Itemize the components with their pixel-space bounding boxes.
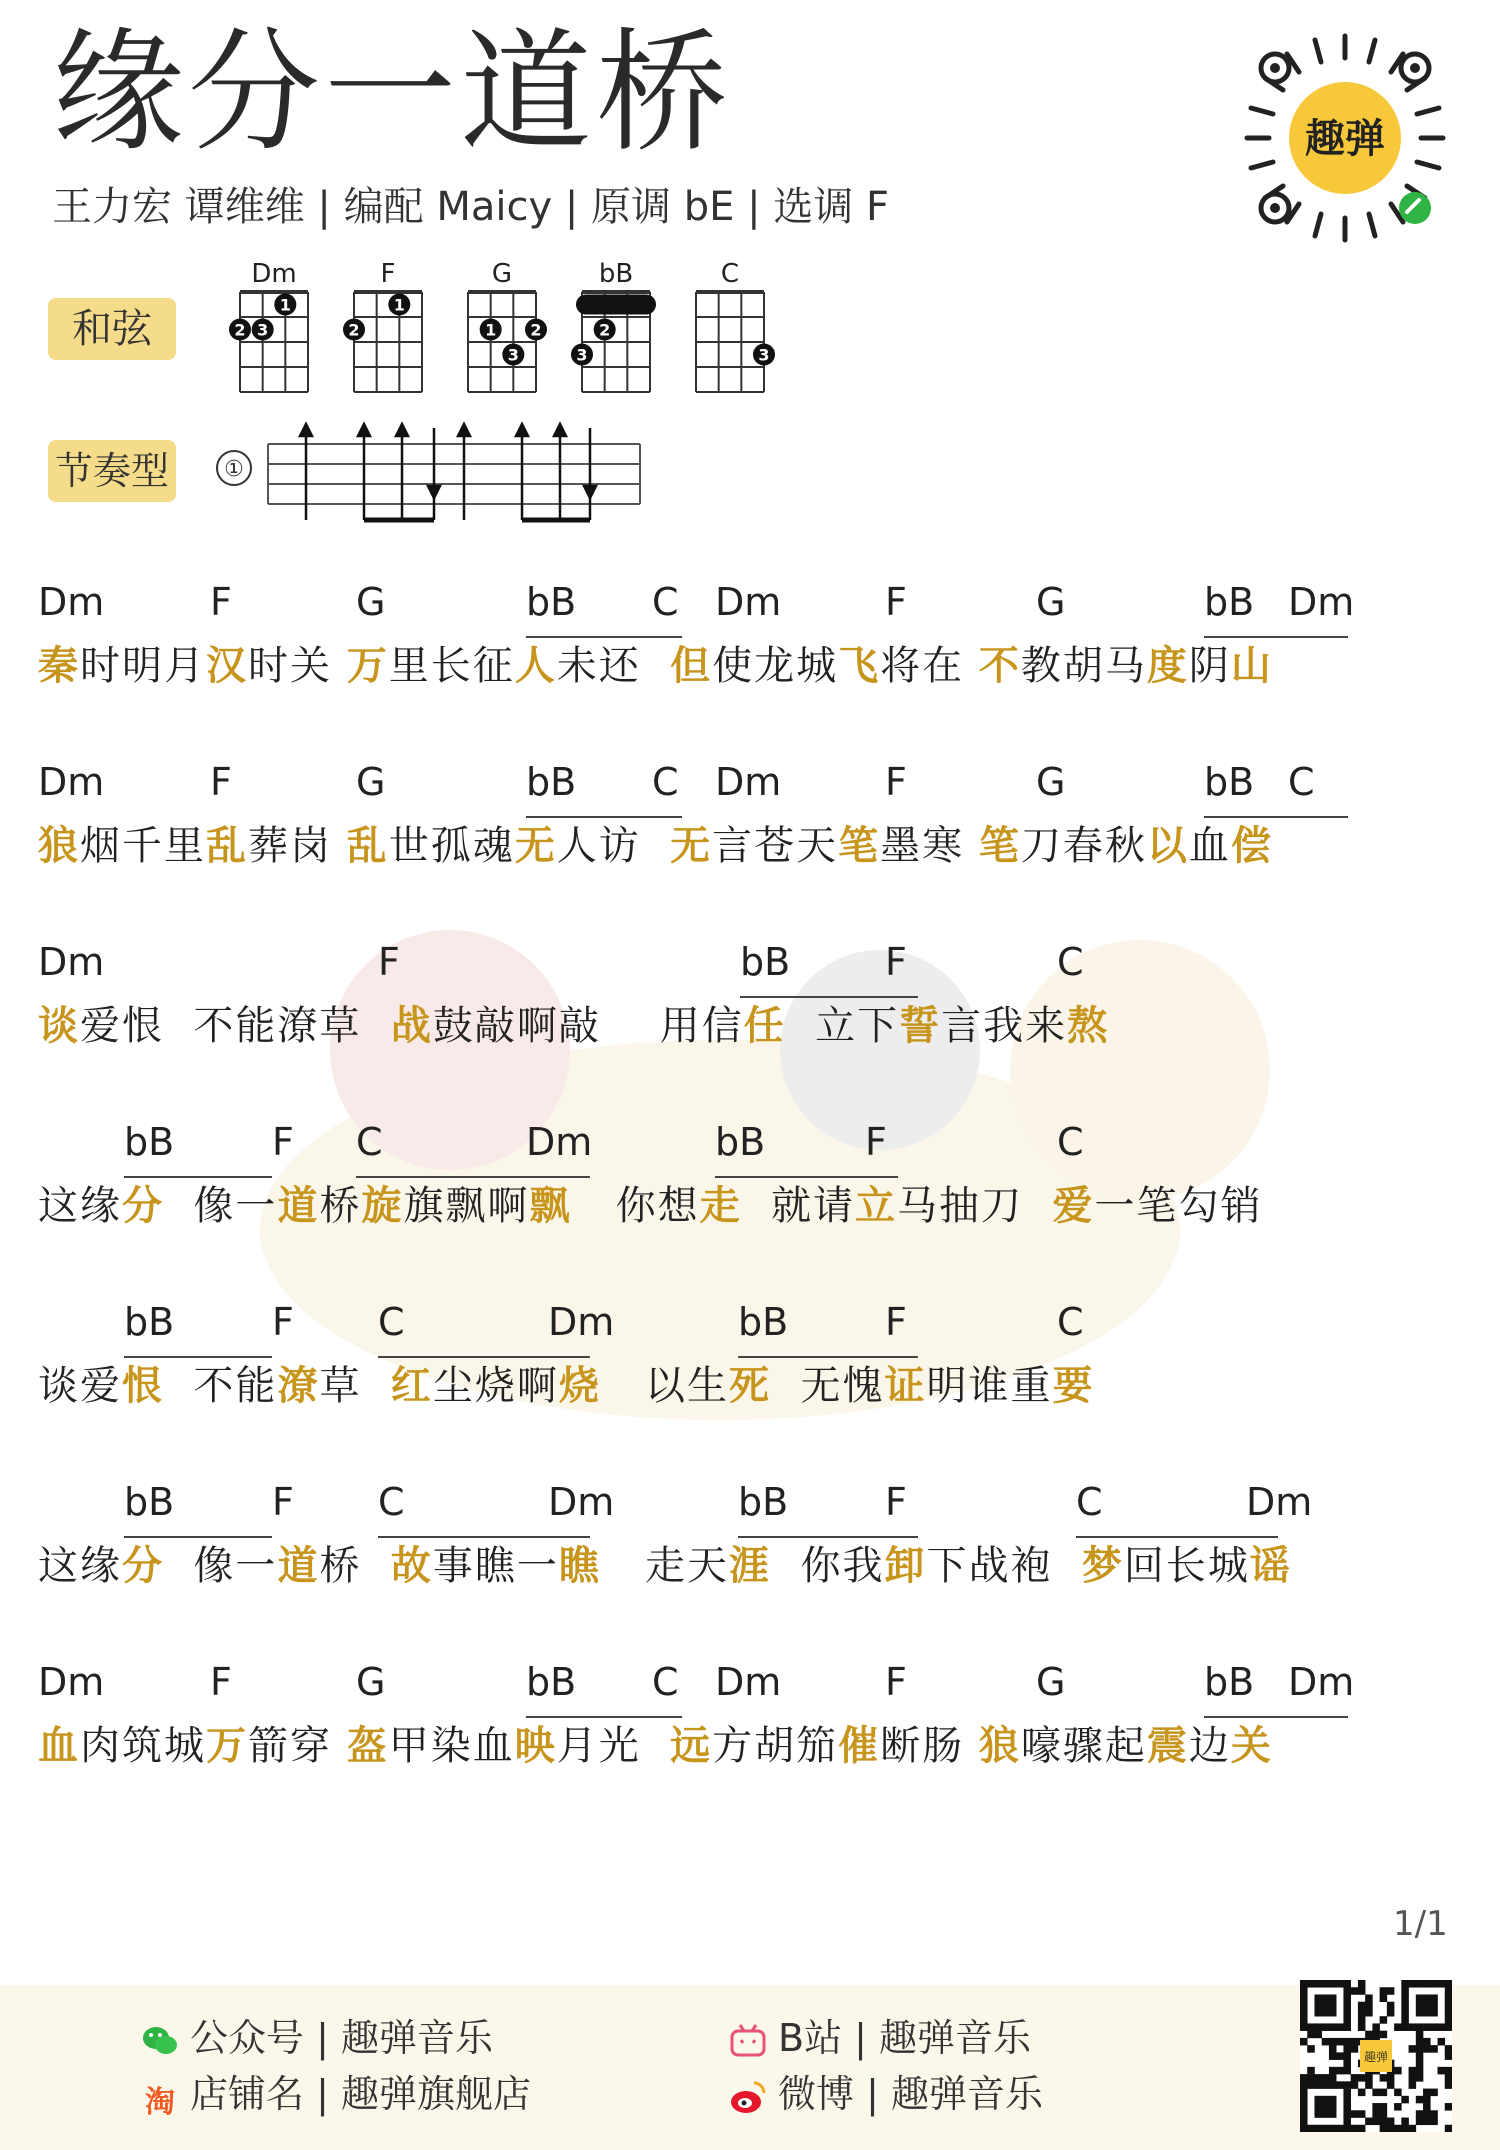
rhythm-number: ①: [224, 457, 244, 482]
footer: [0, 1985, 1500, 2150]
chord-symbol: G: [356, 580, 386, 624]
lyric-segment: 将在: [880, 643, 979, 689]
lyric-accent: 战: [390, 1003, 433, 1049]
lyric-accent: 度: [1146, 643, 1189, 689]
lyric-accent: 关: [1230, 1723, 1273, 1769]
chord-symbol: bB: [124, 1480, 175, 1524]
lyric-segment: 桥: [319, 1543, 391, 1589]
lyric-segment: 时关: [248, 643, 347, 689]
rhythm-arrow: [428, 486, 440, 498]
lyric-segment: 桥: [319, 1183, 362, 1229]
lyric-accent: 不: [978, 643, 1021, 689]
lyric-accent: 万: [206, 1723, 248, 1769]
lyric-accent: 瞧: [558, 1543, 601, 1589]
qr-bottom-text: 趣弹: [1363, 2050, 1389, 2064]
lyric-segment: 边: [1188, 1723, 1231, 1769]
qr-top-text: 趣弹: [1305, 116, 1385, 162]
lyric-text: [38, 640, 1273, 692]
lyric-accent: 道: [277, 1183, 320, 1229]
chord-symbol: F: [885, 940, 907, 984]
lyric-segment: 血: [1188, 823, 1231, 869]
chord-symbol: bB: [1204, 760, 1255, 804]
song-meta: 王力宏 谭维维 | 编配 Maicy | 原调 bE | 选调 F: [52, 184, 890, 230]
lyric-segment: 月光: [556, 1723, 671, 1769]
lyric-segment: 教胡马: [1020, 643, 1147, 689]
chord-symbol: bB: [738, 1300, 789, 1344]
chord-symbol: bB: [526, 580, 577, 624]
lyric-segment: 里长征: [388, 643, 515, 689]
chord-symbol: C: [378, 1300, 405, 1344]
miniprogram-code-icon[interactable]: [1235, 28, 1455, 248]
lyric-accent: 血: [38, 1723, 80, 1769]
lyric-accent: 梦: [1081, 1543, 1124, 1589]
lyric-accent: 乱: [206, 823, 248, 869]
lyric-accent: 任: [743, 1003, 786, 1049]
chord-span-underline: [715, 1176, 898, 1178]
chord-span-underline: [526, 636, 682, 638]
lyric-segment: 方胡笳: [712, 1723, 839, 1769]
lyric-accent: 万: [346, 643, 389, 689]
svg-text:3: 3: [257, 320, 269, 340]
chord-span-underline: [124, 1536, 272, 1538]
lyric-segment: 阴: [1188, 643, 1231, 689]
lyric-line: [0, 1480, 1500, 1610]
chord-diagram-label: Dm: [251, 259, 297, 289]
lyric-segment: 肉筑城: [80, 1723, 206, 1769]
svg-text:2: 2: [348, 320, 360, 340]
lyric-segment: 嚎骤起: [1020, 1723, 1147, 1769]
lyric-accent: 誓: [899, 1003, 942, 1049]
chord-symbol: C: [1057, 940, 1084, 984]
chord-span-underline: [124, 1176, 272, 1178]
lyric-accent: 飞: [838, 643, 881, 689]
rhythm-arrow: [458, 424, 470, 436]
chord-symbol: G: [1036, 1660, 1066, 1704]
song-title: 缘分一道桥: [52, 16, 732, 170]
lyric-accent: 人: [514, 643, 557, 689]
chord-symbol: bB: [715, 1120, 766, 1164]
lyric-accent: 飘: [529, 1183, 572, 1229]
lyric-segment: 烟千里: [80, 823, 206, 869]
lyric-segment: 断肠: [880, 1723, 979, 1769]
footer-shop-text: 店铺名 | 趣弹旗舰店: [190, 2072, 531, 2116]
lyric-accent: 涯: [729, 1543, 772, 1589]
chord-span-underline: [378, 1536, 590, 1538]
qr-code-icon[interactable]: [1300, 1980, 1452, 2132]
footer-weibo-text: 微博 | 趣弹音乐: [778, 2072, 1043, 2116]
lyric-segment: 马抽刀: [897, 1183, 1053, 1229]
svg-text:3: 3: [507, 345, 519, 365]
lyric-segment: 言我来: [941, 1003, 1068, 1049]
lyric-accent: 汉: [206, 643, 248, 689]
lyric-segment: 使龙城: [712, 643, 839, 689]
lyric-segment: 像一: [164, 1543, 278, 1589]
chord-symbol: bB: [526, 1660, 577, 1704]
chord-symbol: Dm: [548, 1480, 615, 1524]
chord-symbol: G: [356, 760, 386, 804]
lyric-accent: 乱: [346, 823, 389, 869]
chord-symbol: C: [356, 1120, 383, 1164]
lyric-accent: 秦: [38, 643, 80, 689]
chord-symbol: C: [652, 760, 679, 804]
svg-text:2: 2: [530, 320, 542, 340]
footer-wechat[interactable]: [140, 2007, 493, 2062]
chord-symbol: bB: [740, 940, 791, 984]
chord-symbol: F: [210, 580, 232, 624]
chord-symbol: Dm: [1288, 580, 1355, 624]
chord-diagram-label: F: [380, 259, 396, 289]
lyric-line: [0, 1660, 1500, 1790]
rhythm-arrow: [300, 424, 312, 436]
barre-mark: [576, 295, 656, 315]
wechat-icon: [140, 2021, 180, 2061]
lyric-segment: 爱恨 不能潦草: [80, 1003, 391, 1049]
chord-span-underline: [526, 816, 682, 818]
lyric-accent: 狼: [978, 1723, 1021, 1769]
lyric-line: [0, 580, 1500, 710]
svg-text:1: 1: [485, 320, 497, 340]
lyric-accent: 偿: [1230, 823, 1273, 869]
rhythm-arrow: [396, 424, 408, 436]
chord-span-underline: [1204, 816, 1348, 818]
chord-symbol: F: [885, 1300, 907, 1344]
lyric-line: [0, 1300, 1500, 1430]
chords-tag: 和弦: [48, 298, 176, 360]
chord-symbol: bB: [1204, 580, 1255, 624]
chord-symbol: F: [210, 760, 232, 804]
lyric-segment: 不能: [164, 1363, 278, 1409]
lyric-accent: 谈: [38, 1003, 80, 1049]
rhythm-pattern: [210, 420, 650, 530]
lyric-accent: 以: [1146, 823, 1189, 869]
lyric-accent: 山: [1230, 643, 1273, 689]
lyric-text: [38, 820, 1273, 872]
lyric-accent: 立: [855, 1183, 898, 1229]
lyric-segment: 鼓敲啊敲 用信: [432, 1003, 744, 1049]
svg-text:2: 2: [599, 320, 611, 340]
chord-symbol: Dm: [526, 1120, 593, 1164]
chord-span-underline: [356, 1176, 590, 1178]
lyric-segment: 这缘: [38, 1183, 122, 1229]
lyric-segment: 走天: [600, 1543, 730, 1589]
lyric-segment: 墨寒: [880, 823, 979, 869]
chord-span-underline: [1204, 636, 1348, 638]
lyric-text: [38, 1180, 1262, 1232]
chord-symbol: bB: [526, 760, 577, 804]
chord-symbol: Dm: [38, 1660, 105, 1704]
lyric-segment: 你我: [771, 1543, 885, 1589]
page-number: 1/1: [1393, 1904, 1448, 1944]
lyric-line: [0, 940, 1500, 1070]
bilibili-icon: [728, 2021, 768, 2061]
lyric-accent: 道: [277, 1543, 320, 1589]
chord-symbol: Dm: [1246, 1480, 1313, 1524]
chord-symbol: C: [378, 1480, 405, 1524]
chord-symbol: C: [652, 1660, 679, 1704]
lyric-segment: 无愧: [771, 1363, 885, 1409]
lyric-accent: 要: [1052, 1363, 1095, 1409]
chord-symbol: Dm: [715, 580, 782, 624]
chord-span-underline: [740, 996, 918, 998]
lyric-segment: 旗飘啊: [403, 1183, 530, 1229]
lyric-accent: 分: [122, 1543, 164, 1589]
lyric-text: [38, 1720, 1273, 1772]
chord-symbol: bB: [1204, 1660, 1255, 1704]
lyric-accent: 恨: [122, 1363, 164, 1409]
chord-span-underline: [738, 1356, 918, 1358]
lyric-segment: 以生: [600, 1363, 730, 1409]
weibo-icon: [728, 2077, 768, 2117]
chord-span-underline: [124, 1356, 272, 1358]
chord-diagram-label: C: [720, 259, 740, 289]
rhythm-arrow: [554, 424, 566, 436]
chord-symbol: C: [652, 580, 679, 624]
chord-symbol: C: [1076, 1480, 1103, 1524]
chord-symbol: bB: [124, 1120, 175, 1164]
chord-symbol: F: [885, 1660, 907, 1704]
footer-wechat-text: 公众号 | 趣弹音乐: [190, 2016, 493, 2060]
chord-span-underline: [1076, 1536, 1278, 1538]
chord-diagram-label: bB: [598, 259, 634, 289]
lyric-segment: 立下: [785, 1003, 900, 1049]
chord-symbol: G: [356, 1660, 386, 1704]
svg-text:2: 2: [234, 320, 246, 340]
chord-diagram-label: G: [491, 259, 513, 289]
lyric-segment: 像一: [164, 1183, 278, 1229]
chord-symbol: C: [1288, 760, 1315, 804]
chord-diagrams: [222, 258, 822, 408]
lyric-line: [0, 760, 1500, 890]
chord-symbol: Dm: [38, 940, 105, 984]
chord-span-underline: [738, 1536, 918, 1538]
footer-weibo[interactable]: [728, 2063, 1043, 2118]
lyric-segment: 回长城: [1123, 1543, 1250, 1589]
lyric-line: [0, 1120, 1500, 1250]
chord-symbol: F: [885, 760, 907, 804]
chord-symbol: Dm: [38, 760, 105, 804]
lyric-segment: 下战袍: [926, 1543, 1082, 1589]
lyric-accent: 死: [729, 1363, 772, 1409]
lyric-accent: 笔: [838, 823, 881, 869]
lyric-accent: 笔: [978, 823, 1021, 869]
rhythm-tag: 节奏型: [48, 440, 176, 502]
lyric-accent: 震: [1146, 1723, 1189, 1769]
chord-symbol: F: [272, 1480, 294, 1524]
chord-symbol: F: [378, 940, 400, 984]
chord-symbol: Dm: [548, 1300, 615, 1344]
lyric-segment: 尘烧啊: [432, 1363, 559, 1409]
lyric-accent: 分: [122, 1183, 164, 1229]
svg-text:3: 3: [758, 345, 770, 365]
lyric-accent: 卸: [884, 1543, 927, 1589]
rhythm-arrow: [358, 424, 370, 436]
chord-symbol: F: [272, 1120, 294, 1164]
chord-span-underline: [526, 1716, 682, 1718]
chord-symbol: F: [865, 1120, 887, 1164]
lyric-accent: 烧: [558, 1363, 601, 1409]
lyric-accent: 无: [670, 823, 713, 869]
lyric-segment: 甲染血: [388, 1723, 515, 1769]
footer-bilibili-text: B站 | 趣弹音乐: [778, 2016, 1032, 2060]
taobao-icon: 淘: [145, 2084, 175, 2120]
lyric-text: [38, 1360, 1094, 1412]
chord-symbol: G: [1036, 580, 1066, 624]
lyric-accent: 故: [390, 1543, 433, 1589]
chord-symbol: F: [885, 1480, 907, 1524]
lyric-segment: 葬岗: [248, 823, 347, 869]
lyric-accent: 红: [390, 1363, 433, 1409]
lyric-accent: 远: [670, 1723, 713, 1769]
lyric-accent: 证: [884, 1363, 927, 1409]
lyric-accent: 但: [670, 643, 713, 689]
lyric-text: [38, 1000, 1109, 1052]
lyric-segment: 言苍天: [712, 823, 839, 869]
chord-symbol: Dm: [38, 580, 105, 624]
chord-symbol: F: [210, 1660, 232, 1704]
lyric-segment: 你想: [571, 1183, 700, 1229]
lyric-accent: 熬: [1067, 1003, 1110, 1049]
lyric-accent: 狼: [38, 823, 80, 869]
chord-symbol: bB: [124, 1300, 175, 1344]
lyric-text: [38, 1540, 1292, 1592]
rhythm-arrow: [516, 424, 528, 436]
lyric-segment: 事瞧一: [432, 1543, 559, 1589]
chord-span-underline: [1204, 1716, 1348, 1718]
svg-text:1: 1: [279, 295, 291, 315]
lyric-accent: 催: [838, 1723, 881, 1769]
chord-symbol: C: [1057, 1120, 1084, 1164]
chord-span-underline: [378, 1356, 590, 1358]
chord-symbol: Dm: [715, 1660, 782, 1704]
svg-text:3: 3: [576, 345, 588, 365]
rhythm-arrow: [584, 486, 596, 498]
lyric-segment: 就请: [741, 1183, 856, 1229]
lyric-accent: 无: [514, 823, 557, 869]
lyric-segment: 世孤魂: [388, 823, 515, 869]
lyric-accent: 盔: [346, 1723, 389, 1769]
chord-symbol: bB: [738, 1480, 789, 1524]
chord-symbol: Dm: [1288, 1660, 1355, 1704]
lyric-accent: 爱: [1052, 1183, 1095, 1229]
lyric-segment: 这缘: [38, 1543, 122, 1589]
lyric-segment: 箭穿: [248, 1723, 347, 1769]
chord-symbol: F: [885, 580, 907, 624]
svg-text:1: 1: [393, 295, 405, 315]
chord-symbol: Dm: [715, 760, 782, 804]
footer-bilibili[interactable]: [728, 2007, 1031, 2062]
lyric-segment: 草: [319, 1363, 391, 1409]
lyric-segment: 谈爱: [38, 1363, 122, 1409]
lyric-segment: 刀春秋: [1020, 823, 1147, 869]
chord-symbol: C: [1057, 1300, 1084, 1344]
lyric-accent: 旋: [361, 1183, 404, 1229]
lyric-accent: 谣: [1249, 1543, 1292, 1589]
lyric-accent: 走: [699, 1183, 742, 1229]
chord-symbol: G: [1036, 760, 1066, 804]
footer-shop[interactable]: [140, 2063, 531, 2118]
lyric-accent: 潦: [277, 1363, 320, 1409]
lyric-accent: 映: [514, 1723, 557, 1769]
lyric-segment: 未还: [556, 643, 671, 689]
lyric-segment: 时明月: [80, 643, 206, 689]
lyric-segment: 明谁重: [926, 1363, 1053, 1409]
chord-symbol: F: [272, 1300, 294, 1344]
lyric-segment: 人访: [556, 823, 671, 869]
lyric-segment: 一笔勾销: [1094, 1183, 1263, 1229]
